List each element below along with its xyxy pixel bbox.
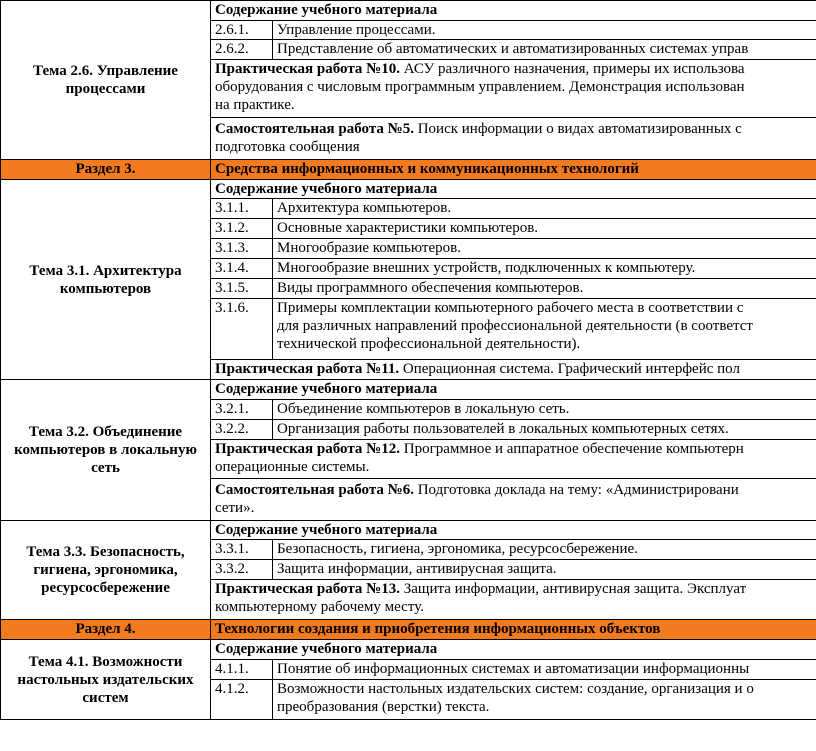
content-header: Содержание учебного материала — [211, 640, 816, 660]
theme-cell: Тема 4.1. Возможности настольных издательских систем — [1, 640, 211, 720]
item-number: 2.6.2. — [211, 40, 273, 60]
item-number: 3.1.6. — [211, 299, 273, 360]
section-row — [1, 620, 816, 640]
item-text: Многообразие внешних устройств, подключенных к компьютеру. — [273, 259, 816, 279]
item-number: 3.3.1. — [211, 540, 273, 560]
item-number: 4.1.1. — [211, 660, 273, 680]
item-number: 3.2.1. — [211, 400, 273, 420]
item-text: Виды программного обеспечения компьютеров. — [273, 279, 816, 299]
item-text: Понятие об информационных системах и автоматизации информационны — [273, 660, 816, 680]
item-number: 2.6.1. — [211, 21, 273, 40]
theme-cell: Тема 3.3. Безопасность, гигиена, эргономика, ресурсосбережение — [1, 521, 211, 620]
independent-work: Самостоятельная работа №6. Подготовка доклада на тему: «Администрировани сети». — [211, 479, 816, 521]
item-number: 3.3.2. — [211, 560, 273, 580]
item-text: Организация работы пользователей в локальных компьютерных сетях. — [273, 420, 816, 440]
item-number: 3.1.5. — [211, 279, 273, 299]
practical-work: Практическая работа №11. Операционная система. Графический интерфейс пол — [211, 360, 816, 380]
theme-cell: Тема 3.2. Объединение компьютеров в локальную сеть — [1, 380, 211, 521]
independent-work: Самостоятельная работа №5. Поиск информации о видах автоматизированных с подготовка сообщения — [211, 118, 816, 160]
item-number: 3.1.4. — [211, 259, 273, 279]
item-number: 3.1.2. — [211, 219, 273, 239]
content-header: Содержание учебного материала — [211, 180, 816, 199]
section-row — [1, 160, 816, 180]
practical-work: Практическая работа №13. Защита информации, антивирусная защита. Эксплуат компьютерному рабочему месту. — [211, 580, 816, 620]
table-row — [1, 1, 816, 21]
item-text: Многообразие компьютеров. — [273, 239, 816, 259]
item-text: Представление об автоматических и автоматизированных системах управ — [273, 40, 816, 60]
table-row — [1, 640, 816, 660]
item-text: Безопасность, гигиена, эргономика, ресурсосбережение. — [273, 540, 816, 560]
item-text: Защита информации, антивирусная защита. — [273, 560, 816, 580]
table-row — [1, 180, 816, 199]
item-number: 3.1.3. — [211, 239, 273, 259]
item-number: 3.1.1. — [211, 199, 273, 219]
section-label: Раздел 3. — [1, 160, 211, 180]
section-title: Средства информационных и коммуникационных технологий — [211, 160, 816, 180]
item-text: Архитектура компьютеров. — [273, 199, 816, 219]
item-number: 4.1.2. — [211, 680, 273, 720]
item-text: Объединение компьютеров в локальную сеть. — [273, 400, 816, 420]
content-header: Содержание учебного материала — [211, 380, 816, 400]
theme-cell: Тема 2.6. Управление процессами — [1, 1, 211, 160]
table-row — [1, 380, 816, 400]
section-title: Технологии создания и приобретения информационных объектов — [211, 620, 816, 640]
item-text: Примеры комплектации компьютерного рабочего места в соответствии с для различных направлений профессиональной деятельности (в соответст технической профессиональной деятельности). — [273, 299, 816, 360]
item-text: Возможности настольных издательских систем: создание, организация и о преобразования (верстки) текста. — [273, 680, 816, 720]
content-header: Содержание учебного материала — [211, 1, 816, 21]
item-text: Управление процессами. — [273, 21, 816, 40]
item-text: Основные характеристики компьютеров. — [273, 219, 816, 239]
section-label: Раздел 4. — [1, 620, 211, 640]
practical-work: Практическая работа №12. Программное и аппаратное обеспечение компьютерн операционные системы. — [211, 440, 816, 479]
practical-work: Практическая работа №10. АСУ различного назначения, примеры их использова оборудования с числовым программным управлением. Демонстрация использован на практике. — [211, 60, 816, 118]
content-header: Содержание учебного материала — [211, 521, 816, 540]
table-row — [1, 521, 816, 540]
item-number: 3.2.2. — [211, 420, 273, 440]
theme-cell: Тема 3.1. Архитектура компьютеров — [1, 180, 211, 380]
